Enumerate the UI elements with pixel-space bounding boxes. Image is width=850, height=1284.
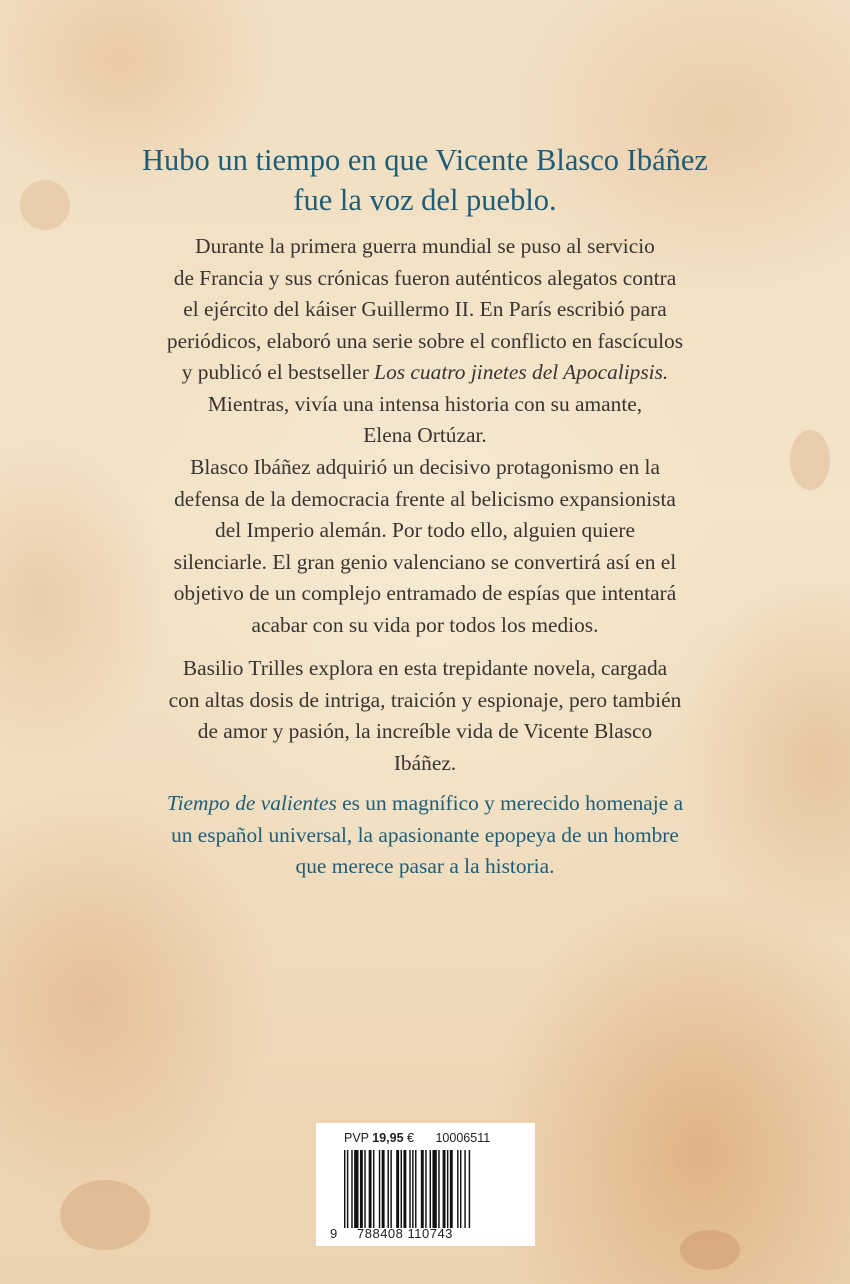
paragraph-2 [90, 452, 760, 641]
barcode-label [316, 1123, 535, 1246]
paragraph-3 [90, 653, 760, 779]
text-line: silenciarle. El gran genio valenciano se convertirá así en el [173, 549, 677, 574]
paragraph-1 [90, 231, 760, 452]
text-line: un español universal, la apasionante epopeya de un hombre [171, 822, 679, 847]
text-line: Mientras, vivía una intensa historia con su amante, [207, 391, 643, 416]
text-line: del Imperio alemán. Por todo ello, alguien quiere [215, 518, 635, 542]
text-line: acabar con su vida por todos los medios. [251, 612, 599, 637]
barcode-first-digit: 9 [330, 1226, 338, 1241]
text-line: con altas dosis de intriga, traición y espionaje, pero también [168, 687, 682, 712]
book-title-italic: Tiempo de valientes [166, 791, 337, 815]
product-code: 10006511 [435, 1131, 491, 1145]
text-line: el ejército del káiser Guillermo II. En París escribió para [183, 297, 667, 321]
paper-stain [680, 1230, 740, 1270]
text-line: Durante la primera guerra mundial se puso al servicio [195, 234, 655, 258]
paper-stain [790, 430, 830, 490]
headline-line-2: fue la voz del pueblo. [293, 183, 557, 217]
headline [60, 140, 790, 220]
price-row [344, 1131, 490, 1145]
text-line: Basilio Trilles explora en esta trepidante novela, cargada [182, 656, 668, 680]
paper-stain [60, 1180, 150, 1250]
text-line: Blasco Ibáñez adquirió un decisivo protagonismo en la [190, 455, 660, 479]
price-value: 19,95 [372, 1131, 404, 1145]
text-line: defensa de la democracia frente al belicismo expansionista [174, 486, 676, 511]
text-line: y publicó el bestseller [181, 360, 375, 384]
text-line: que merece pasar a la historia. [295, 854, 555, 878]
book-title-italic: Los cuatro jinetes del Apocalipsis. [374, 360, 669, 384]
headline-line-1: Hubo un tiempo en que Vicente Blasco Ibáñez [142, 143, 708, 177]
barcode-bars [344, 1150, 528, 1228]
text-line: periódicos, elaboró una serie sobre el conflicto en fascículos [166, 328, 684, 353]
paragraph-4 [90, 788, 760, 883]
text-line: de amor y pasión, la increíble vida de Vicente Blasco [197, 719, 653, 743]
barcode-digits: 788408 110743 [357, 1226, 453, 1241]
pvp-label: PVP [344, 1131, 369, 1145]
text-line: Elena Ortúzar. [363, 423, 487, 447]
text-line: es un magnífico y merecido homenaje a [336, 791, 684, 815]
text-line: de Francia y sus crónicas fueron auténticos alegatos contra [173, 265, 677, 290]
currency-symbol: € [407, 1131, 414, 1145]
text-line: objetivo de un complejo entramado de espías que intentará [173, 581, 677, 605]
text-line: Ibáñez. [393, 750, 457, 775]
